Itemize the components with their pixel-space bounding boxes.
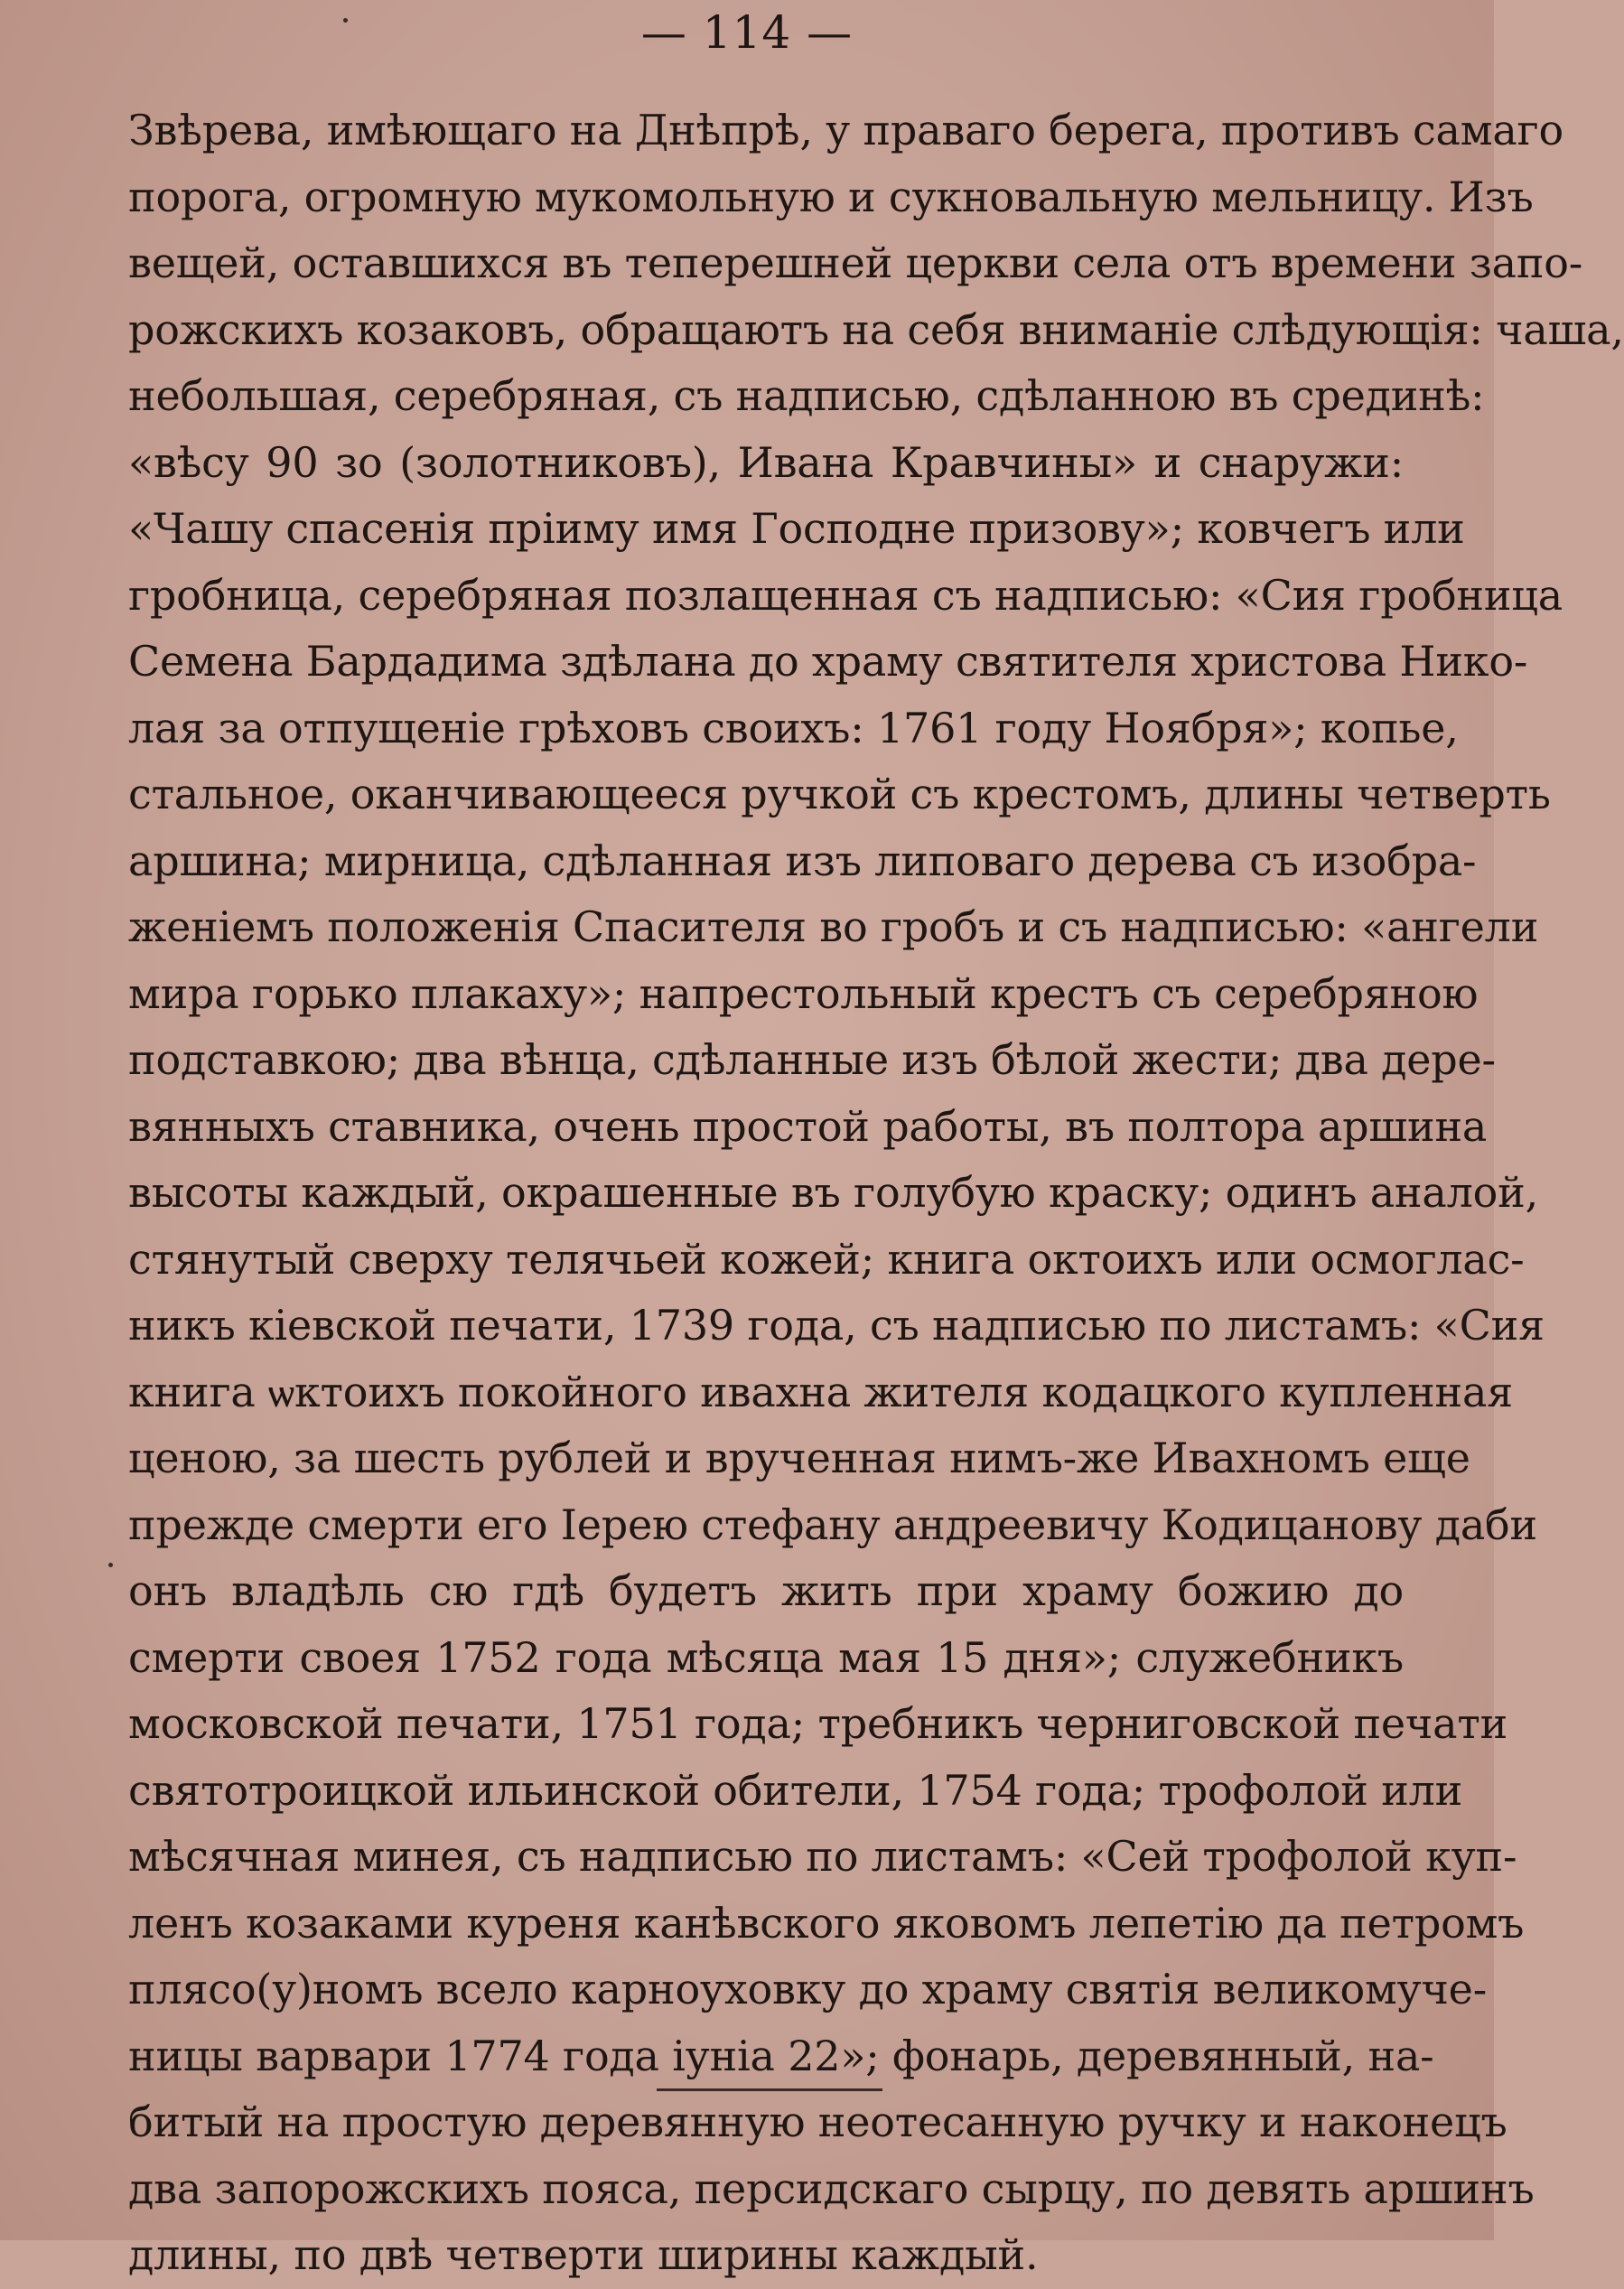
text-line: женіемъ положенія Спасителя во гробъ и съ надписью: «ангели <box>128 902 1539 951</box>
text-line: ценою, за шесть рублей и врученная нимъ-же Ивахномъ еще <box>128 1434 1470 1482</box>
text-line: плясо(у)номъ всело карноуховку до храму святія великомуче- <box>128 1965 1488 2013</box>
text-line: аршина; мирница, сдѣланная изъ липоваго дерева съ изобра- <box>128 836 1477 885</box>
text-line: Семена Бардадима здѣлана до храму святителя христова Нико- <box>128 637 1528 686</box>
text-line: святотроицкой ильинской обители, 1754 года; трофолой или <box>128 1765 1463 1815</box>
text-line: порога, огромную мукомольную и сукновальную мельницу. Изъ <box>128 172 1534 221</box>
body-text <box>128 98 1624 2289</box>
text-line: гробница, серебряная позлащенная съ надписью: «Сия гробница <box>128 570 1563 620</box>
text-line: ницы варвари 1774 года іуніа 22»; фонарь, деревянный, на- <box>128 2031 1434 2080</box>
print-speck <box>108 1563 113 1567</box>
text-line: мѣсячная минея, съ надписью по листамъ: «Сей трофолой куп- <box>128 1832 1517 1881</box>
text-line: «Чашу спасенія пріиму имя Господне призову»; ковчегъ или <box>128 504 1465 553</box>
section-divider <box>657 2088 882 2091</box>
text-line: рожскихъ козаковъ, обращаютъ на себя вниманіе слѣдующія: чаша, <box>128 304 1624 354</box>
text-line: ленъ козаками куреня канѣвского яковомъ лепетію да петромъ <box>128 1898 1525 1948</box>
text-line: смерти своея 1752 года мѣсяца мая 15 дня»; служебникъ <box>128 1632 1404 1682</box>
text-line: лая за отпущеніе грѣховъ своихъ: 1761 году Ноября»; копье, <box>128 703 1459 752</box>
text-line: подставкою; два вѣнца, сдѣланные изъ бѣлой жести; два дере- <box>128 1035 1496 1084</box>
text-line: длины, по двѣ четверти ширины каждый. <box>128 2230 1039 2279</box>
page-number: — 114 — <box>640 6 854 59</box>
text-line: московской печати, 1751 года; требникъ черниговской печати <box>128 1699 1508 1748</box>
text-line: никъ кіевской печати, 1739 года, съ надписью по листамъ: «Сия <box>128 1301 1545 1350</box>
text-line: вянныхъ ставника, очень простой работы, въ полтора аршина <box>128 1101 1488 1151</box>
text-line: небольшая, серебряная, съ надписью, сдѣланною въ срединѣ: <box>128 371 1485 420</box>
text-line: онъ владѣль сю гдѣ будетъ жить при храму божию до <box>128 1566 1404 1615</box>
text-line: книга ѡктоихъ покойного ивахна жителя кодацкого купленная <box>128 1367 1514 1416</box>
text-line: Звѣрева, имѣющаго на Днѣпрѣ, у праваго берега, противъ самаго <box>128 106 1563 154</box>
text-line: мира горько плакаху»; напрестольный крестъ съ серебряною <box>128 968 1479 1018</box>
text-line: «вѣсу 90 зо (золотниковъ), Ивана Кравчины» и снаружи: <box>128 437 1404 487</box>
text-line: битый на простую деревянную неотесанную ручку и наконецъ <box>128 2097 1507 2146</box>
text-line: высоты каждый, окрашенные въ голубую краску; одинъ аналой, <box>128 1168 1539 1217</box>
text-line: вещей, оставшихся въ теперешней церкви села отъ времени запо- <box>128 238 1583 287</box>
text-line: прежде смерти его Іерею стефану андреевичу Кодицанову даби <box>128 1500 1538 1549</box>
text-line: два запорожскихъ пояса, персидскаго сырцу, по девять аршинъ <box>128 2163 1535 2213</box>
text-line: стальное, оканчивающееся ручкой съ крестомъ, длины четверть <box>128 770 1551 818</box>
text-line: стянутый сверху телячьей кожей; книга октоихъ или осмоглас- <box>128 1234 1525 1284</box>
